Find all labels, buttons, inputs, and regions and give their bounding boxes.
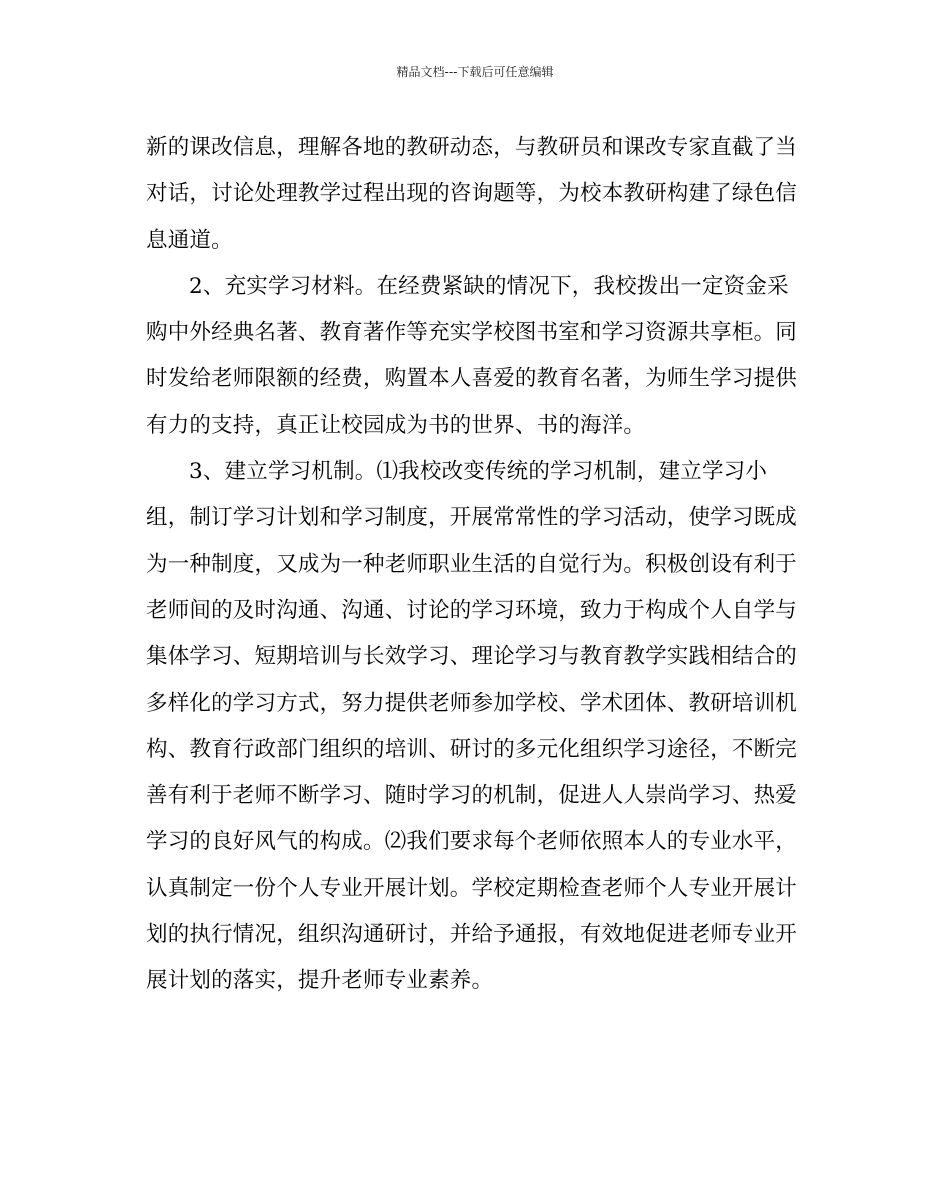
- text-line: 息通道。: [146, 227, 233, 253]
- text-line: 学习的良好风气的构成。⑵我们要求每个老师依照本人的专业水平，: [146, 829, 798, 855]
- text-line: 老师间的及时沟通、沟通、讨论的学习环境，致力于构成个人自学与: [146, 597, 798, 623]
- text-line: 多样化的学习方式，努力提供老师参加学校、学术团体、教研培训机: [146, 690, 798, 716]
- text-line: 组，制订学习计划和学习制度，开展常常性的学习活动，使学习既成: [146, 505, 798, 531]
- text-line: 时发给老师限额的经费，购置本人喜爱的教育名著，为师生学习提供: [146, 366, 798, 392]
- text-line: 3、建立学习机制。⑴我校改变传统的学习机制，建立学习小: [189, 459, 768, 485]
- text-line: 为一种制度，又成为一种老师职业生活的自觉行为。积极创设有利于: [146, 551, 798, 577]
- text-line: 2、充实学习材料。在经费紧缺的情况下，我校拨出一定资金采: [189, 273, 789, 299]
- text-line: 新的课改信息，理解各地的教研动态，与教研员和课改专家直截了当: [146, 135, 798, 160]
- text-line: 善有利于老师不断学习、随时学习的机制，促进人人崇尚学习、热爱: [146, 783, 798, 809]
- body-text: [146, 125, 806, 1005]
- page-header: 精品文档---下载后可任意编辑: [396, 65, 554, 79]
- text-line: 认真制定一份个人专业开展计划。学校定期检查老师个人专业开展计: [146, 875, 798, 901]
- text-line: 划的执行情况，组织沟通研讨，并给予通报，有效地促进老师专业开: [146, 922, 798, 948]
- text-line: 构、教育行政部门组织的培训、研讨的多元化组织学习途径，不断完: [146, 736, 798, 762]
- text-line: 集体学习、短期培训与长效学习、理论学习与教育教学实践相结合的: [146, 644, 798, 670]
- text-line: 对话，讨论处理教学过程出现的咨询题等，为校本教研构建了绿色信: [146, 181, 798, 207]
- text-line: 有力的支持，真正让校园成为书的世界、书的海洋。: [146, 412, 646, 438]
- text-line: 购中外经典名著、教育著作等充实学校图书室和学习资源共享柜。同: [146, 320, 798, 346]
- text-line: 展计划的落实，提升老师专业素养。: [146, 968, 494, 994]
